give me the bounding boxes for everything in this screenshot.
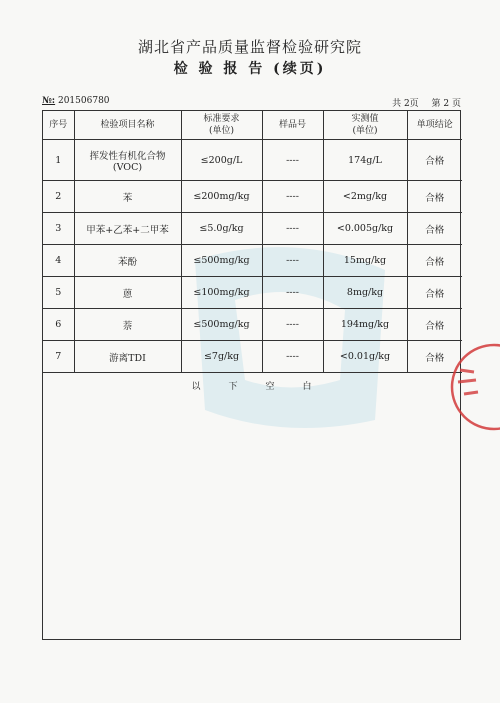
col-header-sample: 样品号 bbox=[262, 111, 323, 140]
report-sheet bbox=[42, 110, 461, 640]
table-row bbox=[43, 277, 462, 309]
cell-requirement: ≤5.0g/kg bbox=[181, 213, 262, 245]
total-pages: 共 2页 bbox=[392, 99, 419, 109]
blank-below-note: 以下空白 bbox=[191, 382, 340, 392]
col-header-requirement bbox=[181, 111, 262, 140]
cell-sample: ---- bbox=[262, 309, 323, 341]
cell-seq: 7 bbox=[43, 341, 74, 373]
report-meta bbox=[42, 96, 461, 109]
cell-measured: 8mg/kg bbox=[323, 277, 407, 309]
cell-sample: ---- bbox=[262, 140, 323, 181]
cell-sample: ---- bbox=[262, 213, 323, 245]
cell-seq: 2 bbox=[43, 181, 74, 213]
cell-requirement: ≤500mg/kg bbox=[181, 309, 262, 341]
table-row bbox=[43, 213, 462, 245]
col-header-seq: 序号 bbox=[43, 111, 74, 140]
cell-item: 游离TDI bbox=[74, 341, 181, 373]
cell-seq: 5 bbox=[43, 277, 74, 309]
report-number-value: 201506780 bbox=[57, 96, 110, 106]
org-title: 湖北省产品质量监督检验研究院 bbox=[137, 38, 362, 56]
cell-measured: 174g/L bbox=[323, 140, 407, 181]
results-table bbox=[43, 111, 462, 373]
cell-measured: 15mg/kg bbox=[323, 245, 407, 277]
report-title: 检 验 报 告 (续页) bbox=[173, 61, 327, 77]
col-header-item: 检验项目名称 bbox=[74, 111, 181, 140]
table-header-row bbox=[43, 111, 462, 140]
cell-item: 甲苯+乙苯+二甲苯 bbox=[74, 213, 181, 245]
cell-sample: ---- bbox=[262, 181, 323, 213]
cell-conclusion: 合格 bbox=[407, 140, 462, 181]
red-seal-stamp bbox=[446, 342, 500, 432]
cell-conclusion: 合格 bbox=[407, 277, 462, 309]
cell-item: 苯酚 bbox=[74, 245, 181, 277]
cell-requirement: ≤500mg/kg bbox=[181, 245, 262, 277]
cell-conclusion: 合格 bbox=[407, 245, 462, 277]
cell-seq: 3 bbox=[43, 213, 74, 245]
cell-requirement: ≤100mg/kg bbox=[181, 277, 262, 309]
cell-item: 萘 bbox=[74, 309, 181, 341]
table-row bbox=[43, 245, 462, 277]
col-header-measured bbox=[323, 111, 407, 140]
cell-requirement: ≤200mg/kg bbox=[181, 181, 262, 213]
table-row bbox=[43, 309, 462, 341]
cell-requirement: ≤7g/kg bbox=[181, 341, 262, 373]
page-info bbox=[382, 96, 461, 109]
cell-conclusion: 合格 bbox=[407, 213, 462, 245]
cell-sample: ---- bbox=[262, 277, 323, 309]
table-row bbox=[43, 341, 462, 373]
cell-measured: <0.005g/kg bbox=[323, 213, 407, 245]
col-header-measured-line1: 实测值 bbox=[351, 114, 379, 124]
cell-seq: 4 bbox=[43, 245, 74, 277]
cell-item: 苯 bbox=[74, 181, 181, 213]
col-header-conclusion: 单项结论 bbox=[407, 111, 462, 140]
cell-item: 蒽 bbox=[74, 277, 181, 309]
cell-requirement: ≤200g/L bbox=[181, 140, 262, 181]
col-header-requirement-line1: 标准要求 bbox=[203, 114, 240, 124]
col-header-measured-line2: (单位) bbox=[352, 126, 378, 136]
cell-item: 挥发性有机化合物 (VOC) bbox=[74, 140, 181, 181]
cell-conclusion: 合格 bbox=[407, 341, 462, 373]
current-page: 第 2 页 bbox=[431, 99, 461, 109]
cell-conclusion: 合格 bbox=[407, 309, 462, 341]
cell-seq: 6 bbox=[43, 309, 74, 341]
cell-measured: <2mg/kg bbox=[323, 181, 407, 213]
cell-sample: ---- bbox=[262, 341, 323, 373]
table-row bbox=[43, 181, 462, 213]
cell-measured: <0.01g/kg bbox=[323, 341, 407, 373]
col-header-requirement-line2: (单位) bbox=[208, 126, 235, 136]
table-row bbox=[43, 140, 462, 181]
cell-sample: ---- bbox=[262, 245, 323, 277]
cell-measured: 194mg/kg bbox=[323, 309, 407, 341]
report-number-label: №: bbox=[42, 96, 56, 106]
cell-seq: 1 bbox=[43, 140, 74, 181]
cell-conclusion: 合格 bbox=[407, 181, 462, 213]
report-number bbox=[42, 96, 110, 109]
